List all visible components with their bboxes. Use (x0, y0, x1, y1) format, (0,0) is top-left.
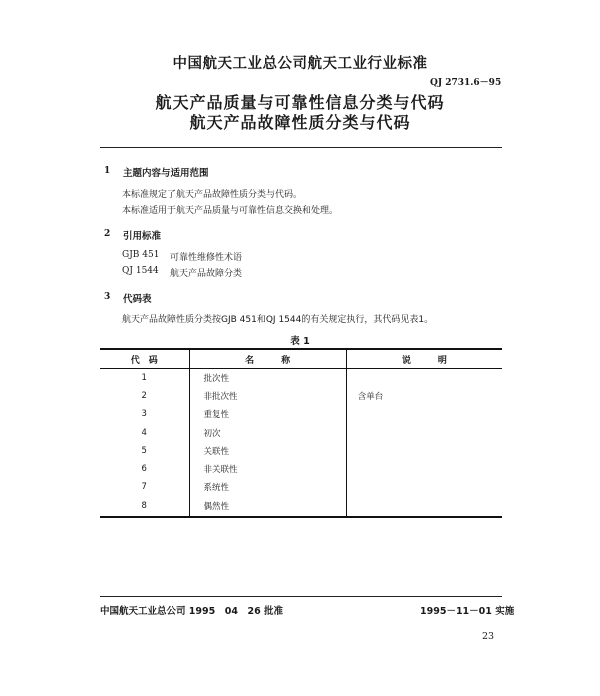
row-name: 批次性 (203, 374, 230, 385)
code-table (100, 348, 502, 518)
row-code: 7 (141, 482, 147, 493)
row-note-cell (346, 496, 502, 517)
row-note-cell (346, 442, 502, 460)
row-name-cell (189, 369, 346, 388)
row-note-cell (346, 478, 502, 496)
section-3-line-1: 航天产品故障性质分类按GJB 451和QJ 1544的有关规定执行，其代码见表1。 (122, 315, 434, 325)
row-note: 含单台 (357, 392, 384, 403)
document-subtitle: 航天产品故障性质分类与代码 (189, 113, 411, 132)
row-name-cell (189, 424, 346, 442)
row-code-cell (100, 442, 189, 460)
section-1-line-1: 本标准规定了航天产品故障性质分类与代码。 (122, 190, 303, 200)
section-1-number: 1 (104, 166, 111, 176)
effective-date: 1995－11－01 实施 (420, 606, 515, 617)
table-row (100, 369, 502, 388)
row-name: 系统性 (203, 483, 230, 494)
issuing-organization: 中国航天工业总公司航天工业行业标准 (172, 56, 428, 72)
table-header-row (100, 349, 502, 369)
row-name-cell (189, 478, 346, 496)
row-name: 偶然性 (203, 502, 230, 513)
row-code-cell (100, 369, 189, 388)
row-name: 关联性 (203, 446, 230, 457)
header-divider (100, 147, 502, 148)
row-code: 4 (141, 427, 147, 438)
row-name-cell (189, 387, 346, 405)
row-note (347, 482, 358, 492)
row-note (347, 501, 358, 511)
row-note-cell (346, 405, 502, 423)
standard-code: QJ 2731.6－95 (430, 78, 502, 88)
row-name: 初次 (203, 428, 221, 439)
row-name: 非批次性 (203, 392, 238, 403)
reference-2-code: QJ 1544 (122, 266, 159, 276)
reference-1-code: GJB 451 (122, 250, 160, 260)
row-name: 非关联性 (203, 465, 238, 476)
table-row (100, 496, 502, 517)
table-row (100, 405, 502, 423)
table-row (100, 460, 502, 478)
row-code-cell (100, 424, 189, 442)
reference-1-name: 可靠性维修性术语 (170, 253, 243, 263)
row-code-cell (100, 460, 189, 478)
row-code: 3 (141, 409, 147, 420)
header-name: 名 称 (189, 349, 346, 369)
row-code: 8 (141, 501, 147, 512)
row-note (347, 409, 358, 419)
row-code: 2 (141, 391, 147, 402)
row-note-cell (346, 369, 502, 388)
row-note (347, 373, 358, 383)
row-code: 5 (141, 445, 147, 456)
reference-2-name: 航天产品故障分类 (170, 269, 243, 279)
row-note (347, 428, 358, 438)
section-3-number: 3 (104, 292, 111, 302)
row-code: 1 (141, 373, 147, 384)
header-note: 说 明 (346, 349, 502, 369)
section-1-title: 主题内容与适用范围 (123, 168, 209, 179)
page-number: 23 (482, 631, 495, 642)
row-code-cell (100, 387, 189, 405)
row-name-cell (189, 460, 346, 478)
section-3-title: 代码表 (123, 294, 152, 305)
table-row (100, 442, 502, 460)
row-code-cell (100, 405, 189, 423)
table-caption: 表 1 (290, 336, 310, 347)
row-note (347, 464, 358, 474)
table-row (100, 387, 502, 405)
document-title: 航天产品质量与可靠性信息分类与代码 (155, 93, 445, 112)
row-code-cell (100, 478, 189, 496)
row-note-cell (346, 387, 502, 405)
row-note (347, 446, 358, 456)
row-code-cell (100, 496, 189, 517)
row-code: 6 (141, 464, 147, 475)
row-note-cell (346, 460, 502, 478)
footer-divider (100, 596, 502, 597)
table-row (100, 478, 502, 496)
row-name-cell (189, 442, 346, 460)
section-2-number: 2 (104, 229, 111, 239)
table-row (100, 424, 502, 442)
section-1-line-2: 本标准适用于航天产品质量与可靠性信息交换和处理。 (122, 206, 339, 216)
approval-date: 中国航天工业总公司 1995 04 26 批准 (100, 606, 283, 617)
row-name: 重复性 (203, 410, 230, 421)
header-code: 代 码 (100, 349, 189, 369)
row-name-cell (189, 496, 346, 517)
row-note-cell (346, 424, 502, 442)
section-2-title: 引用标准 (123, 231, 162, 242)
row-name-cell (189, 405, 346, 423)
